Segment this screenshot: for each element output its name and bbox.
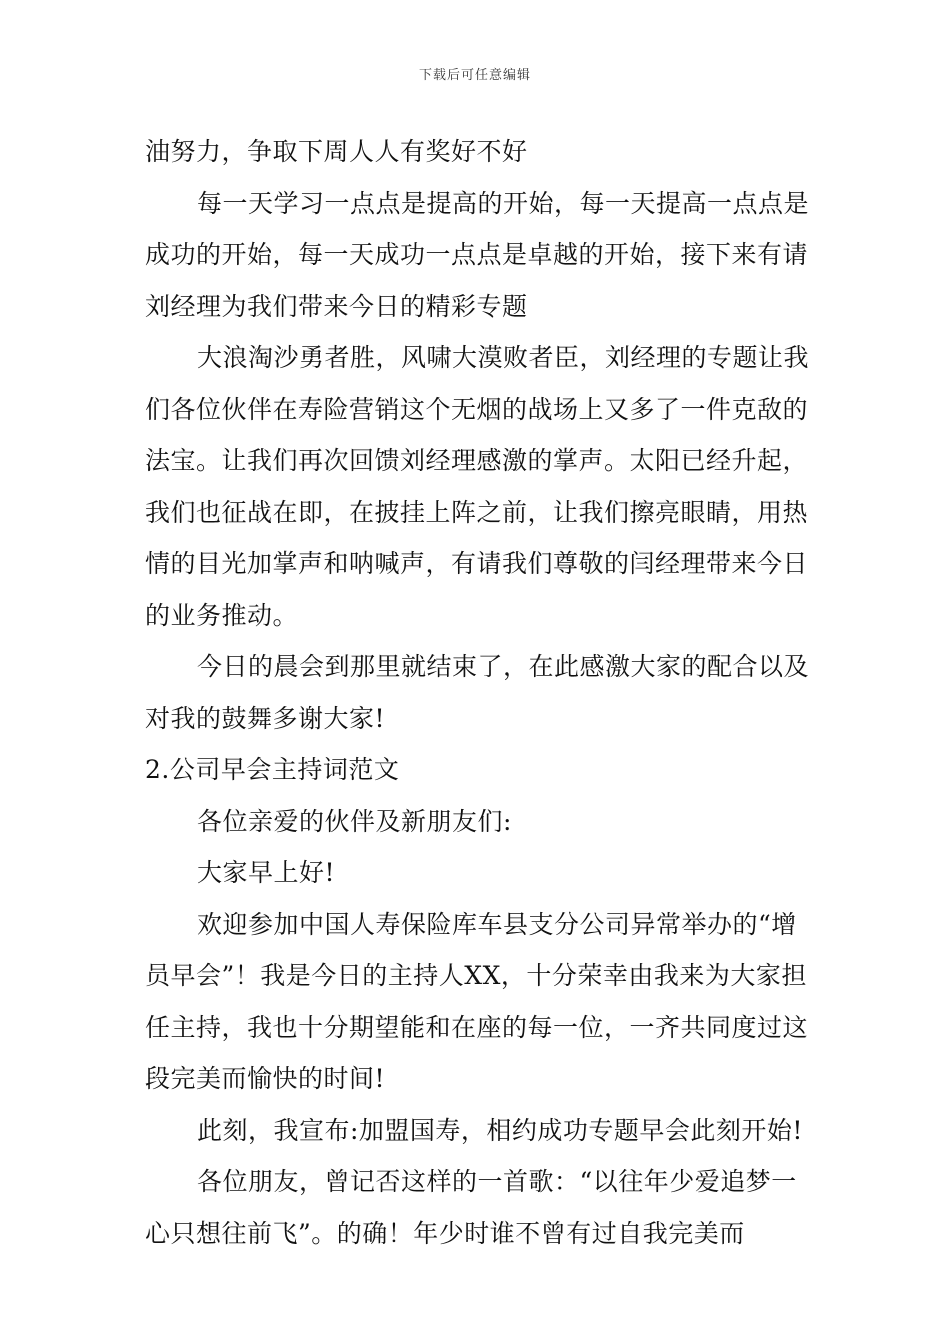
paragraph: 油努力，争取下周人人有奖好不好 — [145, 137, 528, 166]
paragraph: 大家早上好! — [197, 858, 336, 887]
section-heading: 2.公司早会主持词范文 — [145, 755, 400, 784]
paragraph: 今日的晨会到那里就结束了，在此感激大家的配合以及对我的鼓舞多谢大家! — [145, 652, 810, 733]
paragraph: 各位亲爱的伙伴及新朋友们: — [197, 806, 512, 836]
paragraph: 欢迎参加中国人寿保险库车县支分公司异常举办的“增员早会”！我是今日的主持人XX，十分荣幸由我来为大家担任主持，我也十分期望能和在座的每一位，一齐共同度过这段完美而愉快的时间! — [145, 909, 809, 1093]
header-note: 下载后可任意编辑 — [418, 68, 531, 83]
paragraph: 各位朋友，曾记否这样的一首歌：“以往年少爱追梦一心只想往前飞”。的确！年少时谁不曾有过自我完美而 — [145, 1167, 797, 1248]
paragraph: 大浪淘沙勇者胜，风啸大漠败者臣，刘经理的专题让我们各位伙伴在寿险营销这个无烟的战场上又多了一件克敌的法宝。让我们再次回馈刘经理感激的掌声。太阳已经升起，我们也征战在即，在披挂上阵之前，让我们擦亮眼睛，用热情的目光加掌声和呐喊声，有请我们尊敬的闫经理带来今日的业务推动。 — [145, 343, 810, 630]
document-body — [145, 126, 810, 1259]
paragraph: 此刻，我宣布:加盟国寿，相约成功专题早会此刻开始! — [197, 1115, 803, 1145]
paragraph: 每一天学习一点点是提高的开始，每一天提高一点点是成功的开始，每一天成功一点点是卓越的开始，接下来有请刘经理为我们带来今日的精彩专题 — [145, 188, 810, 321]
